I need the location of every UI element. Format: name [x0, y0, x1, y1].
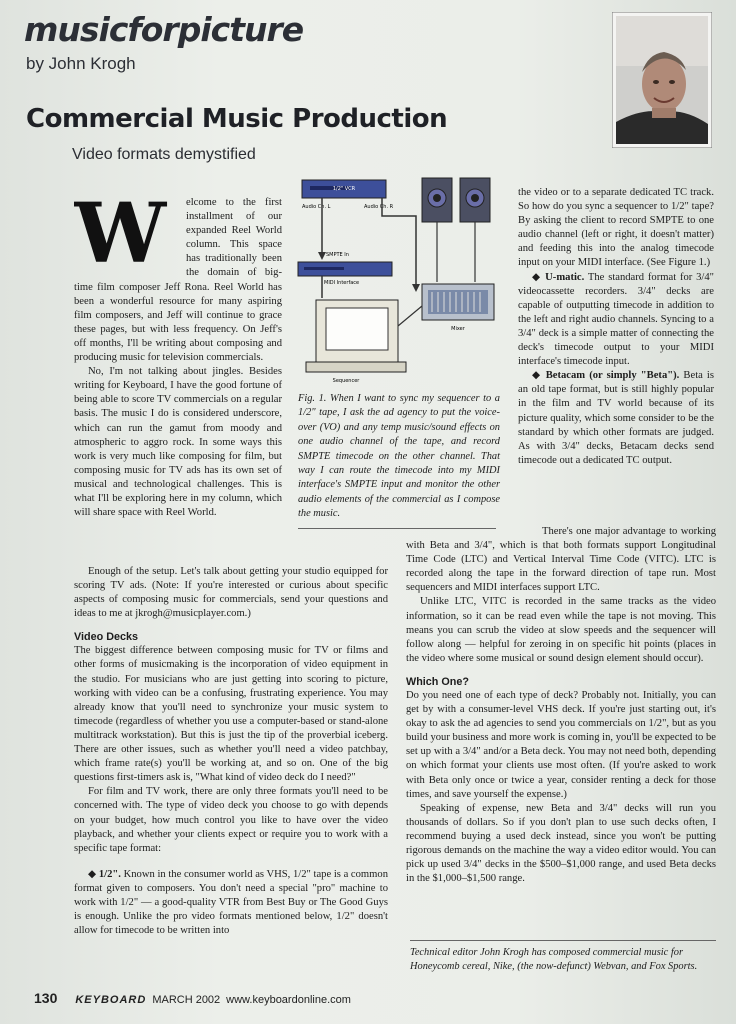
midi-interface-label: MIDI Interface	[324, 280, 360, 286]
author-bio: Technical editor John Krogh has composed commercial music for Honeycomb cereal, Nike, (the now-defunct) Webvan, and Fox Sports.	[410, 947, 698, 973]
umatic-paragraph: ◆ U-matic. The standard format for 3/4" videocassette recorders. 3/4" decks are capable of outputting timecode in addition to the left and right audio channels. Syncing to a 3/4" deck is a simple matter of connecting the deck's timecode output to your MIDI interface's timecode input.	[518, 271, 714, 368]
umatic-text: The standard format for 3/4" videocassette recorders. 3/4" decks are capable of outputting timecode in addition to the left and right audio channels. Syncing to a 3/4" deck is a simple matter of connecting the deck's timecode output to your MIDI interface's timecode input.	[518, 271, 714, 368]
intro-paragraph	[74, 196, 282, 365]
column-2-lower	[406, 525, 716, 886]
magazine-name: KEYBOARD	[75, 994, 147, 1006]
dropcap-spacer	[74, 196, 186, 272]
paragraph: Enough of the setup. Let's talk about getting your studio equipped for scoring TV ads. (Note: If you're interested or curious about specific aspects of composing music for commercials, send your questions and ideas to me at jkrogh@musicplayer.com.)	[74, 566, 388, 620]
mixer-icon	[422, 284, 494, 320]
issue-date: MARCH 2002	[152, 994, 221, 1006]
vcr-label: 1/2" VCR	[332, 186, 356, 192]
paragraph: There's one major advantage to working with Beta and 3/4", which is that both formats support Longitudinal Time Code (LTC) and Vertical Interval Time Code (VITC). LTC is recorded along the tape in the forward direction of tape run. Most sequencers and MIDI interfaces support LTC.	[406, 526, 716, 594]
paragraph: Unlike LTC, VITC is recorded in the same tracks as the video information, so it can be read even while the tape is not moving. This means you can scrub the video at slow speeds and the sequencer will follow along — helpful for zeroing in on specific hit points (places in the video where some musical or sound design element should occur).	[406, 596, 716, 664]
paragraph: the video or to a separate dedicated TC track. So how do you sync a sequencer to 1/2" tape? By asking the client to record SMPTE to one audio channel (left or right, it doesn't matter) and feeding this into the analog timecode input on your MIDI interface. (See Figure 1.)	[518, 187, 714, 269]
mixer-label: Mixer	[451, 326, 465, 332]
section-heading: Video Decks	[74, 631, 139, 644]
sequencer-label: Sequencer	[332, 378, 360, 384]
byline: by John Krogh	[26, 54, 136, 73]
figure-caption: Fig. 1. When I want to sync my sequencer to a 1/2" tape, I ask the ad agency to put the voice-over (VO) and any temp music/sound effects on one audio channel of the tape, and record SMPTE timecode on the other channel. That way I can route the timecode into my MIDI interface's SMPTE input and monitor the other audio elements of the commercial as I compose the music.	[298, 393, 500, 520]
drop-cap-letter: W	[74, 196, 167, 268]
author-photo	[612, 12, 712, 148]
betacam-paragraph: ◆ Betacam (or simply "Beta"). Beta is an old tape format, but is still highly popular in the film and TV world because of its picture quality, which some consider to be the standard by which other formats are judged. As with 3/4" decks, Betacam decks send timecode out a dedicated TC output.	[518, 370, 714, 466]
article-subtitle: Video formats demystified	[72, 146, 256, 163]
paragraph: The biggest difference between composing music for TV or films and other forms of musicmaking is the incorporation of video equipment in the studio. For musicians who are just getting into scoring to picture, working with video can be a confusing, frustrating experience. You may already know that you'll need to synchronize your music system to timecode (regardless of whether you use a computer-based or stand-alone multitrack workstation). But this is just the tip of the proverbial iceberg. There are other issues, such as whether you'll need a video patchbay, which frame rate(s) you'll be working at, and so on. One of the big questions first-timers ask is, "What kind of video deck do I need?"	[74, 645, 388, 784]
column-1-lower	[74, 565, 388, 938]
betacam-text: Beta is an old tape format, but is still highly popular in the film and TV world because of its picture quality, which some consider to be the standard by which other formats are judged. As with 3/4" decks, Betacam decks send timecode out a dedicated TC output.	[518, 370, 714, 466]
figure-1-diagram	[296, 176, 508, 386]
half-inch-text: Known in the consumer world as VHS, 1/2" tape is a common format given to composers. You don't need a special "pro" machine to work with 1/2" — a good-quality VTR from Best Buy or The Good Guys is enough. Unlike the pro video formats mentioned below, 1/2" doesn't allow for timecode to be written into	[74, 868, 389, 937]
smpte-label: SMPTE In	[326, 252, 349, 258]
audio-ch-l-label: Audio Ch. L	[302, 204, 331, 210]
column-3	[518, 186, 714, 468]
paragraph: For film and TV work, there are only three formats you'll need to be concerned with. The type of video deck you choose to go with depends on your budget, how much control you like to have over the video playback, and whether your clients expect or require you to work with a specific tape format:	[74, 786, 388, 854]
midi-interface-icon	[298, 262, 392, 276]
audio-ch-r-label: Audio Ch. R	[364, 204, 394, 210]
page-number: 130	[34, 990, 58, 1006]
betacam-label: Betacam (or simply "Beta").	[545, 370, 680, 382]
section-heading: Which One?	[406, 675, 469, 688]
half-inch-paragraph: ◆ 1/2". Known in the consumer world as VHS, 1/2" tape is a common format given to composers. You don't need a special "pro" machine to work with 1/2" — a good-quality VTR from Best Buy or The Good Guys is enough. Unlike the pro video formats mentioned below, 1/2" doesn't allow for timecode to be written into	[74, 868, 389, 937]
computer-icon	[306, 300, 406, 372]
page-footer	[34, 990, 351, 1006]
bio-rule	[410, 940, 716, 941]
half-inch-label: 1/2".	[98, 868, 121, 880]
paragraph: Speaking of expense, new Beta and 3/4" decks will run you thousands of dollars. So if you don't plan to use such decks often, I recommend buying a used deck instead, since you won't be putting rigorous demands on the machine the way a video editor would. You can pick up used 3/4" decks in the $500–$1,000 range, and used Beta decks in the $1,000–$1,500 range.	[406, 802, 716, 885]
umatic-label: U-matic.	[545, 271, 585, 283]
vcr-icon	[302, 180, 386, 198]
column-1-intro	[74, 196, 282, 520]
website-url: www.keyboardonline.com	[226, 994, 351, 1006]
paragraph: No, I'm not talking about jingles. Besides writing for Keyboard, I have the good fortune of being able to score TV commercials on a regular basis. The music I do is considered underscore, which can run the gamut from moody and atmospheric to aggro rock. In some ways this work is very much like composing for film, but composing music for TV ads has its own set of musical and technological challenges. This is what I'll be exploring here in my column, which will share space with Reel World.	[74, 366, 282, 519]
paragraph: Do you need one of each type of deck? Probably not. Initially, you can get by with a consumer-level VHS deck. If you're just starting out, it's okay to ask the ad agencies to send you commercials on 1/2", but as you build your business and more work is coming in, you'll be expected to be set up with a 3/4" and/or a Beta deck. You may not need both, depending on which format your clients use most often. (If you're asked to work with Beta only once or twice a year, consider renting a deck for those times, and save yourself the expense.)	[406, 689, 716, 800]
column-logo: musicforpicture	[24, 10, 304, 49]
article-title: Commercial Music Production	[26, 104, 448, 134]
intro-text: elcome to the first installment of our expanded Reel World column. This space has traditionally been the domain of big-time film composer Jeff Rona. Reel World has been a wonderful resource for many aspiring film composers, and Jeff will continue to grace these pages, but with less frequency. On Jeff's off months, I'll be writing about composing and producing music for television commercials.	[74, 197, 282, 364]
speaker-icon	[422, 178, 490, 222]
